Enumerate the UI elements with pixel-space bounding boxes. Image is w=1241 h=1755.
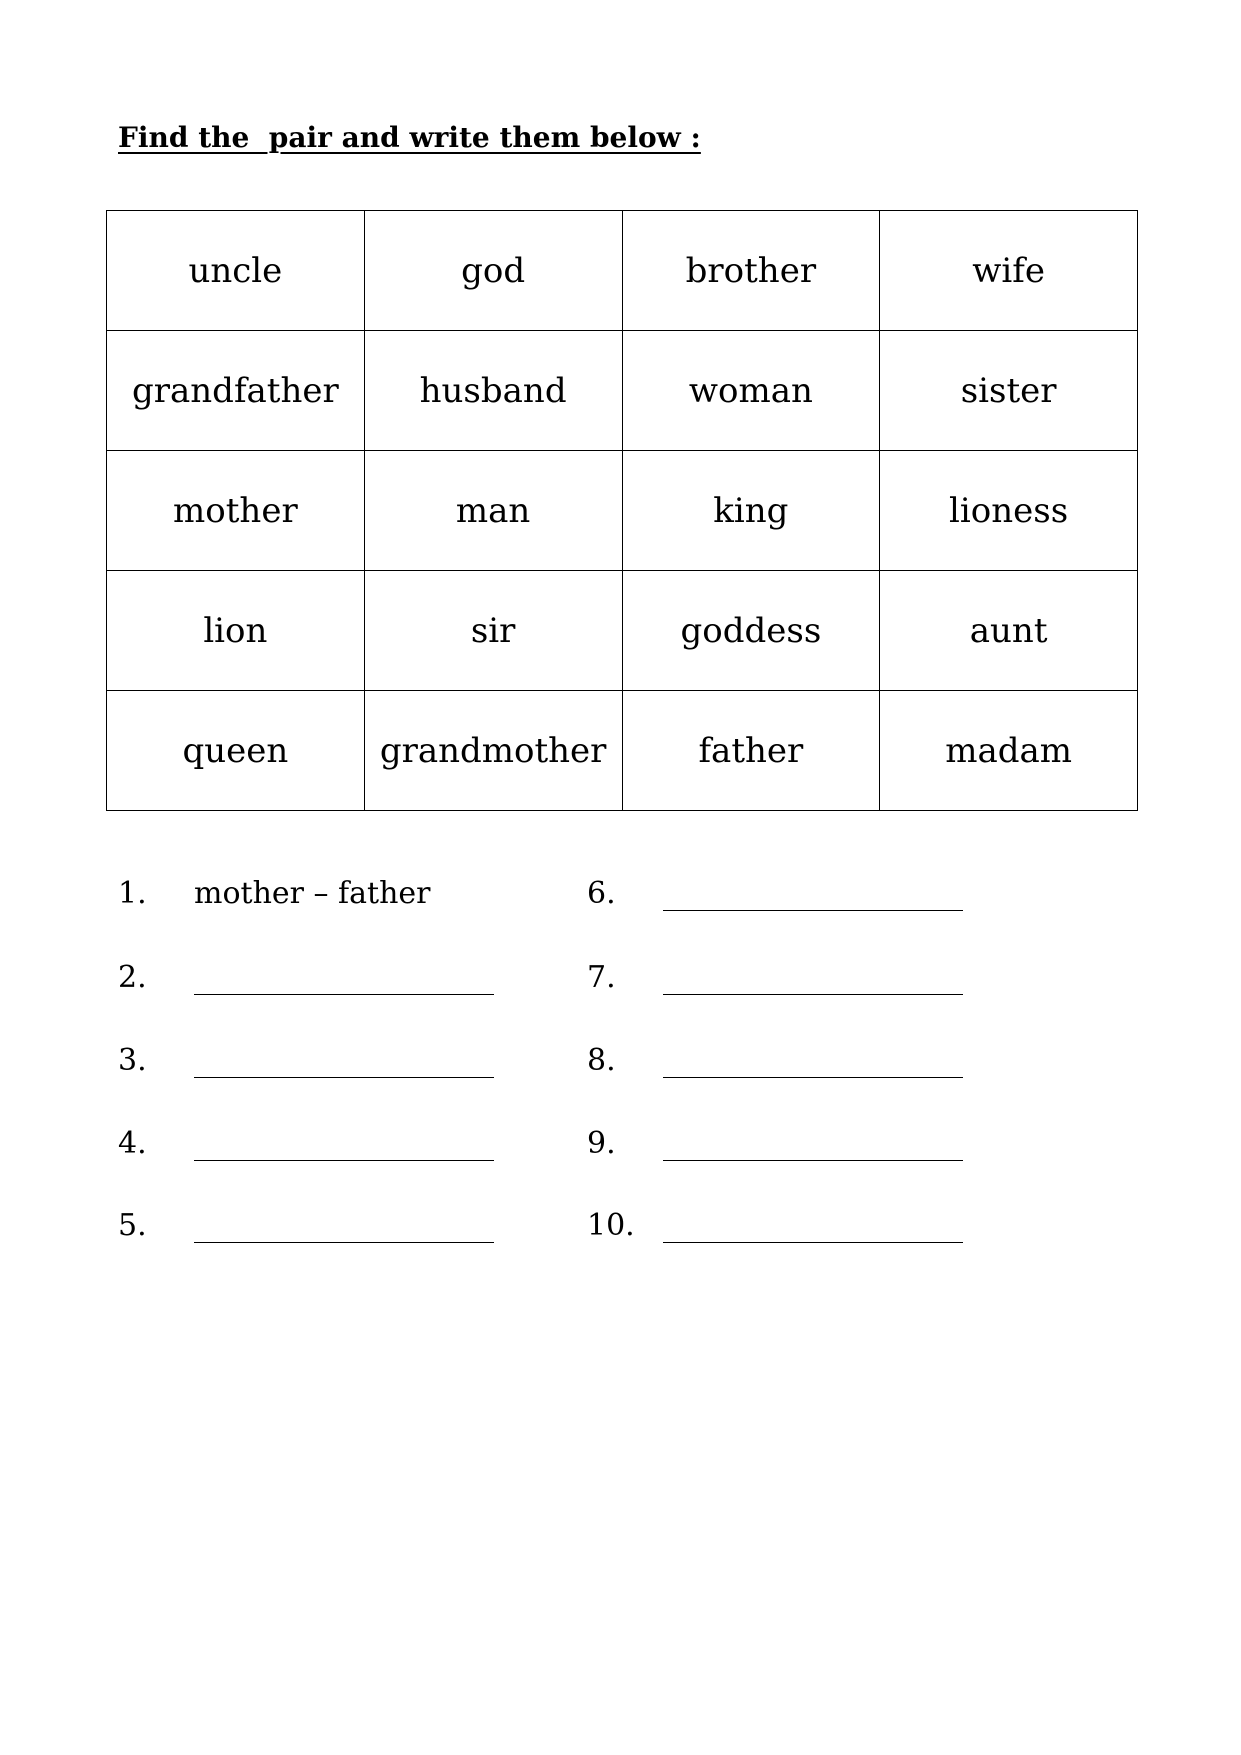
word-cell: man xyxy=(364,451,622,571)
word-cell: uncle xyxy=(107,211,365,331)
worksheet-heading: Find the pair and write them below : xyxy=(118,121,701,154)
answer-blank-line[interactable] xyxy=(663,910,963,911)
word-cell: god xyxy=(364,211,622,331)
item-number: 3. xyxy=(118,1043,147,1078)
item-number: 1. xyxy=(118,876,147,911)
word-cell: queen xyxy=(107,691,365,811)
item-number: 9. xyxy=(587,1126,616,1161)
answer-text: mother – father xyxy=(194,876,431,911)
answer-blank-line[interactable] xyxy=(194,1077,494,1078)
item-number: 10. xyxy=(587,1208,635,1243)
item-number: 6. xyxy=(587,876,616,911)
answer-blank-line[interactable] xyxy=(663,1077,963,1078)
answer-blank-line[interactable] xyxy=(663,994,963,995)
item-number: 2. xyxy=(118,960,147,995)
item-number: 7. xyxy=(587,960,616,995)
word-cell: goddess xyxy=(622,571,880,691)
answer-blank-line[interactable] xyxy=(194,1160,494,1161)
word-cell: sir xyxy=(364,571,622,691)
word-cell: lion xyxy=(107,571,365,691)
answer-blank-line[interactable] xyxy=(194,994,494,995)
answer-blank-line[interactable] xyxy=(194,1242,494,1243)
word-cell: aunt xyxy=(880,571,1138,691)
answer-blank-line[interactable] xyxy=(663,1242,963,1243)
word-cell: lioness xyxy=(880,451,1138,571)
word-cell: wife xyxy=(880,211,1138,331)
word-cell: mother xyxy=(107,451,365,571)
word-cell: brother xyxy=(622,211,880,331)
word-cell: sister xyxy=(880,331,1138,451)
word-cell: king xyxy=(622,451,880,571)
item-number: 5. xyxy=(118,1208,147,1243)
answer-blank-line[interactable] xyxy=(663,1160,963,1161)
word-cell: woman xyxy=(622,331,880,451)
word-cell: grandmother xyxy=(364,691,622,811)
word-cell: grandfather xyxy=(107,331,365,451)
word-cell: madam xyxy=(880,691,1138,811)
item-number: 4. xyxy=(118,1126,147,1161)
word-cell: husband xyxy=(364,331,622,451)
word-cell: father xyxy=(622,691,880,811)
item-number: 8. xyxy=(587,1043,616,1078)
